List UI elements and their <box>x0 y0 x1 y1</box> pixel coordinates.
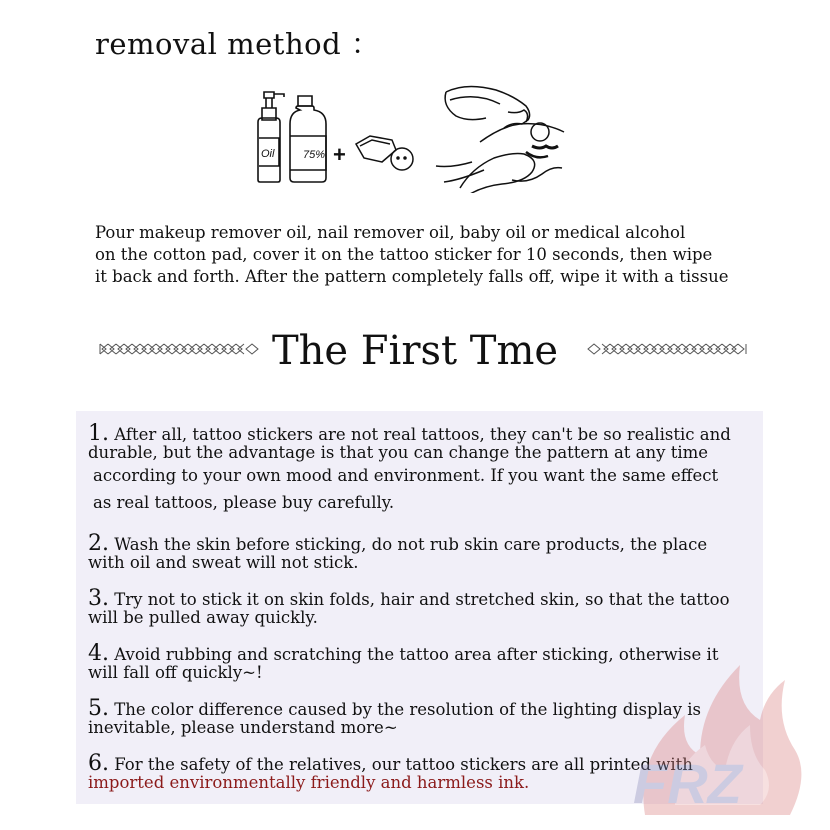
ornament-right <box>584 341 749 357</box>
note-text: Wash the skin before sticking, do not rub skin care products, the place <box>109 535 708 554</box>
cotton-pad-icon <box>356 136 413 170</box>
note-number: 3. <box>88 586 109 611</box>
instruction-line: Pour makeup remover oil, nail remover oil, baby oil or medical alcohol <box>95 223 686 242</box>
oil-label: Oil <box>261 148 275 160</box>
alcohol-bottle-icon <box>290 96 326 182</box>
note-text: After all, tattoo stickers are not real tattoos, they can't be so realistic and <box>114 425 731 444</box>
note-text: inevitable, please understand more~ <box>88 718 398 737</box>
instructions-text <box>95 222 795 288</box>
note-number: 5. <box>88 696 109 721</box>
removal-illustration <box>250 78 570 193</box>
hands-icon <box>436 86 564 193</box>
note-item-2 <box>88 531 760 572</box>
page-title: removal method ： <box>95 27 381 61</box>
instruction-line: it back and forth. After the pattern completely falls off, wipe it with a tissue <box>95 267 729 286</box>
oil-bottle-icon <box>258 92 284 182</box>
note-text: according to your own mood and environment. If you want the same effect <box>93 466 719 485</box>
alcohol-label: 75% <box>303 149 326 161</box>
note-text: durable, but the advantage is that you can change the pattern at any time <box>88 443 709 462</box>
note-text: For the safety of the relatives, our tattoo stickers are all printed with <box>109 755 693 774</box>
note-text: as real tattoos, please buy carefully. <box>93 493 395 512</box>
note-text: with oil and sweat will not stick. <box>88 553 359 572</box>
frz-logo-watermark <box>615 655 815 825</box>
note-number: 2. <box>88 531 109 556</box>
note-item-1 <box>88 421 760 516</box>
note-text: will fall off quickly~! <box>88 663 263 682</box>
section-heading: The First Tme <box>271 328 559 374</box>
note-number: 1. <box>88 421 109 446</box>
note-number: 4. <box>88 641 109 666</box>
watermark-text: FRZ <box>633 752 742 815</box>
note-item-3 <box>88 586 760 627</box>
note-text-highlight: imported environmentally friendly and harmless ink. <box>88 773 530 792</box>
note-text: Try not to stick it on skin folds, hair and stretched skin, so that the tattoo <box>109 590 730 609</box>
note-number: 6. <box>88 751 109 776</box>
plus-icon: + <box>333 142 346 167</box>
note-text: Avoid rubbing and scratching the tattoo area after sticking, otherwise it <box>109 645 719 664</box>
note-text: will be pulled away quickly. <box>88 608 318 627</box>
note-text: The color difference caused by the resolution of the lighting display is <box>109 700 702 719</box>
instruction-line: on the cotton pad, cover it on the tattoo sticker for 10 seconds, then wipe <box>95 245 713 264</box>
